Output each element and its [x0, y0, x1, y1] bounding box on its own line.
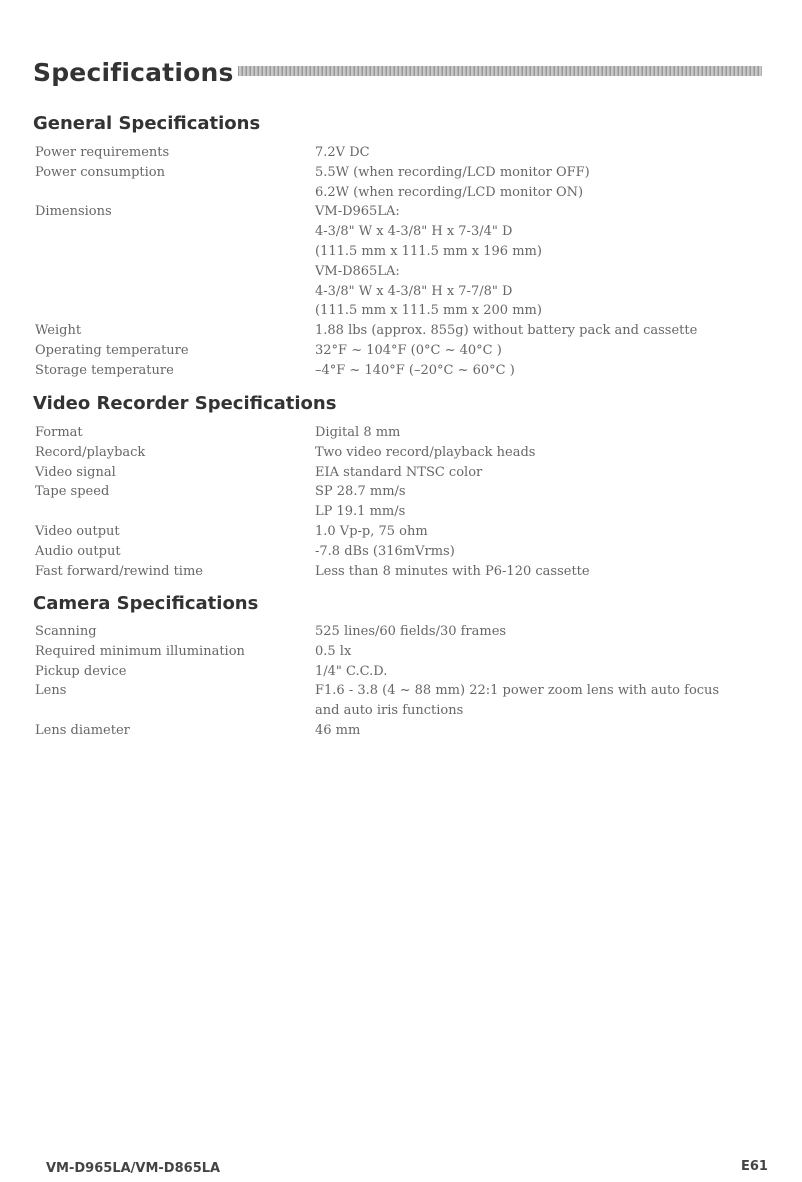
spec-row [35, 341, 765, 361]
spec-label: Format [35, 425, 83, 440]
spec-values [315, 202, 765, 321]
spec-value: VM-D965LA: [315, 204, 400, 220]
spec-row [35, 423, 765, 443]
spec-row [35, 622, 765, 642]
spec-row [35, 562, 765, 582]
title-rule-decoration [238, 66, 762, 76]
spec-value: (111.5 mm x 111.5 mm x 200 mm) [315, 303, 542, 319]
spec-label: Fast forward/rewind time [35, 563, 203, 579]
spec-value: and auto iris functions [315, 703, 464, 719]
spec-value: Two video record/playback heads [315, 444, 536, 460]
spec-label: Lens [35, 683, 67, 699]
spec-row [35, 681, 765, 721]
spec-label: Record/playback [35, 444, 146, 460]
spec-label: Weight [35, 323, 82, 339]
spec-label: Required minimum illumination [35, 643, 245, 659]
spec-values [315, 642, 765, 662]
spec-row [35, 143, 765, 163]
camera-specifications-list [35, 622, 765, 741]
spec-values [315, 522, 765, 542]
spec-value: 4-3/8" W x 4-3/8" H x 7-7/8" D [315, 283, 513, 299]
spec-row [35, 642, 765, 662]
spec-value: F1.6 - 3.8 (4 ~ 88 mm) 22:1 power zoom lens with auto focus [315, 683, 720, 699]
general-specifications-list [35, 143, 765, 381]
spec-values [315, 463, 765, 483]
general-specifications-heading: General Specifications [33, 113, 261, 134]
spec-value: 6.2W (when recording/LCD monitor ON) [315, 184, 584, 200]
spec-value: Less than 8 minutes with P6-120 cassette [315, 563, 590, 579]
page-title: Specifications [33, 58, 234, 87]
spec-label: Storage temperature [35, 362, 174, 378]
footer-model-number: VM-D965LA/VM-D865LA [46, 1161, 221, 1176]
spec-value: 32°F ~ 104°F (0°C ~ 40°C ) [315, 342, 502, 358]
spec-values [315, 143, 765, 163]
spec-value: 46 mm [315, 722, 361, 738]
camera-specifications-heading: Camera Specifications [33, 593, 259, 614]
video-recorder-specifications-heading: Video Recorder Specifications [33, 393, 337, 414]
spec-values [315, 681, 765, 721]
spec-values [315, 341, 765, 361]
spec-label: Power requirements [35, 145, 170, 160]
spec-row [35, 321, 765, 341]
spec-label: Audio output [35, 543, 121, 559]
spec-value: 1/4" C.C.D. [315, 663, 388, 679]
spec-value: 0.5 lx [315, 643, 352, 659]
spec-row [35, 662, 765, 682]
spec-row [35, 542, 765, 562]
spec-value: 525 lines/60 fields/30 frames [315, 624, 507, 639]
spec-label: Dimensions [35, 204, 112, 220]
spec-value: 1.0 Vp-p, 75 ohm [315, 523, 428, 539]
spec-values [315, 721, 765, 741]
spec-row [35, 202, 765, 321]
spec-values [315, 361, 765, 381]
spec-label: Pickup device [35, 663, 127, 679]
spec-label: Tape speed [35, 484, 110, 500]
spec-label: Video output [35, 523, 120, 539]
spec-label: Lens diameter [35, 722, 130, 738]
spec-row [35, 522, 765, 542]
spec-values [315, 562, 765, 582]
spec-label: Power consumption [35, 164, 165, 180]
spec-row [35, 361, 765, 381]
spec-value: VM-D865LA: [315, 263, 400, 279]
spec-values [315, 542, 765, 562]
spec-values [315, 443, 765, 463]
spec-values [315, 662, 765, 682]
spec-label: Scanning [35, 624, 97, 639]
spec-row [35, 721, 765, 741]
footer-page-number: E61 [741, 1159, 768, 1174]
spec-value: LP 19.1 mm/s [315, 504, 406, 520]
spec-row [35, 463, 765, 483]
spec-values [315, 423, 765, 443]
spec-value: Digital 8 mm [315, 425, 401, 440]
spec-value: -7.8 dBs (316mVrms) [315, 543, 455, 559]
spec-row [35, 163, 765, 203]
video-recorder-specifications-list [35, 423, 765, 581]
spec-value: (111.5 mm x 111.5 mm x 196 mm) [315, 243, 542, 259]
spec-value: 7.2V DC [315, 145, 370, 160]
spec-values [315, 163, 765, 203]
spec-label: Operating temperature [35, 342, 189, 358]
spec-value: 5.5W (when recording/LCD monitor OFF) [315, 164, 590, 180]
spec-row [35, 482, 765, 522]
spec-values [315, 622, 765, 642]
spec-row [35, 443, 765, 463]
spec-value: 4-3/8" W x 4-3/8" H x 7-3/4" D [315, 224, 513, 240]
spec-value: –4°F ~ 140°F (–20°C ~ 60°C ) [315, 362, 515, 378]
spec-values [315, 321, 765, 341]
spec-value: 1.88 lbs (approx. 855g) without battery pack and cassette [315, 323, 698, 339]
spec-value: SP 28.7 mm/s [315, 484, 406, 500]
spec-value: EIA standard NTSC color [315, 464, 483, 480]
spec-values [315, 482, 765, 522]
spec-label: Video signal [35, 464, 116, 480]
